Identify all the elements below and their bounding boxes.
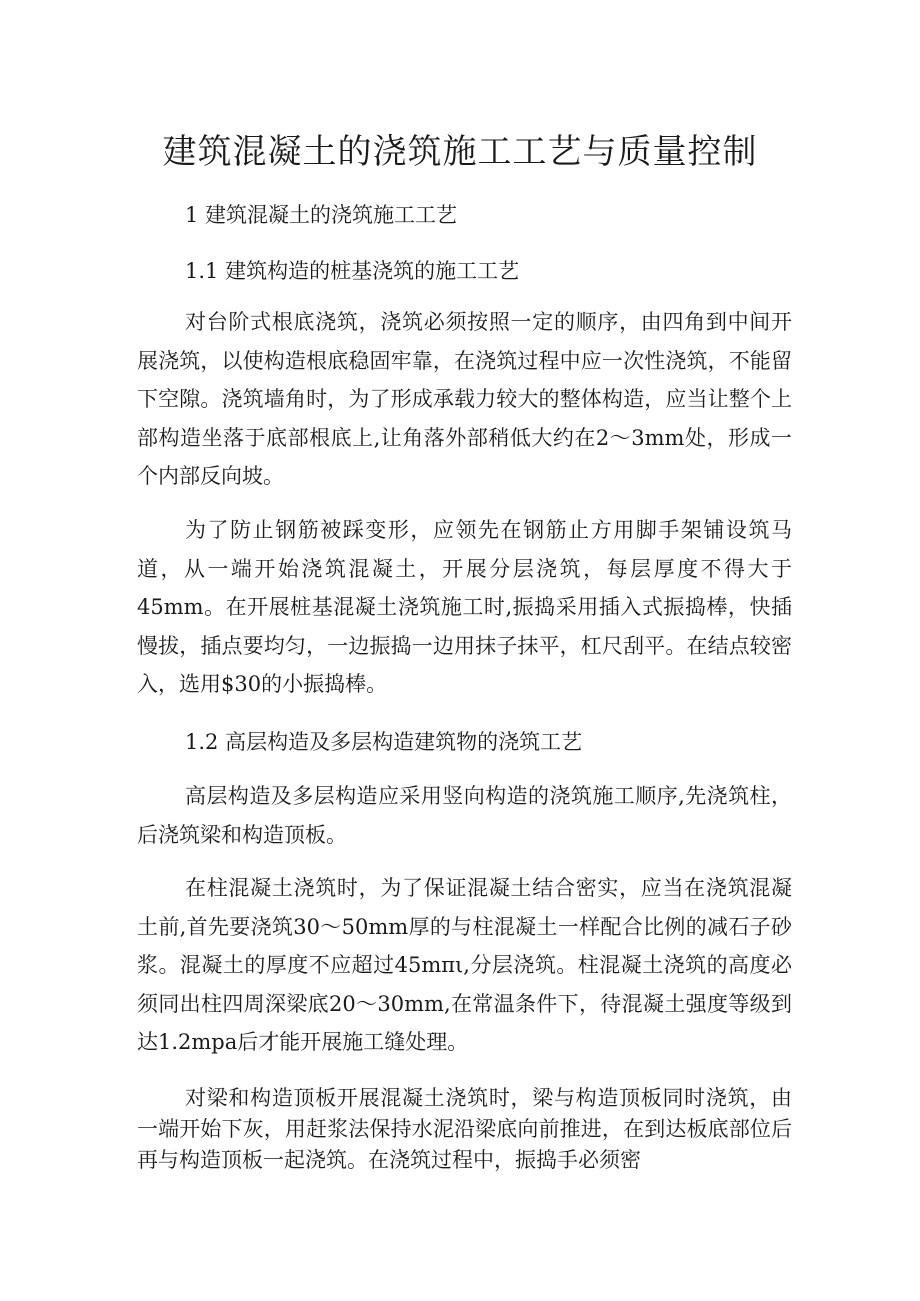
section-1-2-heading: 1.2 高层构造及多层构造建筑物的浇筑工艺 [185, 730, 583, 754]
paragraph-1: 对台阶式根底浇筑，浇筑必须按照一定的顺序，由四角到中间开展浇筑，以使构造根底稳固牢靠，在浇筑过程中应一次性浇筑，不能留下空隙。浇筑墙角时，为了形成承载力较大的整体构造，应当让整个上部构造坐落于底部根底上,让角落外部稍低大约在2～3mm处，形成一个内部反向坡。 [137, 310, 792, 489]
section-1-heading: 1 建筑混凝土的浇筑施工工艺 [185, 203, 458, 227]
paragraph-4: 在柱混凝土浇筑时，为了保证混凝土结合密实，应当在浇筑混凝土前,首先要浇筑30～50mm厚的与柱混凝土一样配合比例的减石子砂浆。混凝土的厚度不应超过45mπι,分层浇筑。柱混凝土浇筑的高度必须同出柱四周深梁底20～30mm,在常温条件下，待混凝土强度等级到达1.2mpa后才能开展施工缝处理。 [137, 876, 792, 1055]
paragraph-2: 为了防止钢筋被踩变形，应领先在钢筋止方用脚手架铺设筑马道，从一端开始浇筑混凝土，开展分层浇筑，每层厚度不得大于45mm。在开展桩基混凝土浇筑施工时,振捣采用插入式振捣棒，快插慢拔，插点要均匀，一边振捣一边用抹子抹平，杠尺刮平。在结点较密入，选用$30的小振捣棒。 [137, 518, 792, 697]
section-1-1-heading: 1.1 建筑构造的桩基浇筑的施工工艺 [185, 259, 520, 283]
paragraph-3: 高层构造及多层构造应采用竖向构造的浇筑施工顺序,先浇筑柱，后浇筑梁和构造顶板。 [137, 784, 792, 847]
document-title: 建筑混凝土的浇筑施工工艺与质量控制 [162, 132, 758, 172]
paragraph-5: 对梁和构造顶板开展混凝土浇筑时，梁与构造顶板同时浇筑，由一端开始下灰，用赶浆法保持水泥沿梁底向前推进，在到达板底部位后再与构造顶板一起浇筑。在浇筑过程中，振捣手必须密 [137, 1086, 792, 1172]
